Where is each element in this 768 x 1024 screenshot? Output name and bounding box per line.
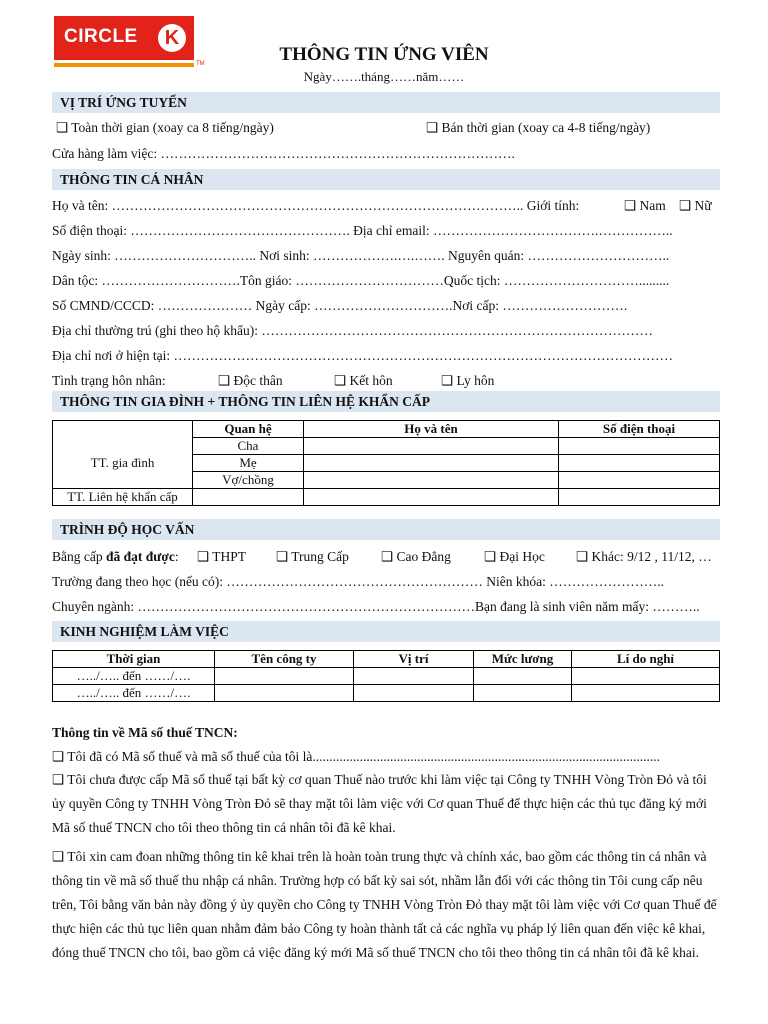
name-field[interactable]: Họ và tên: ……………………………………………………………………………….. Giới tính: <box>52 198 580 213</box>
degree-colon: : <box>174 549 179 564</box>
parttime-checkbox[interactable]: ❑ Bán thời gian (xoay ca 4-8 tiếng/ngày) <box>426 120 651 135</box>
fulltime-checkbox[interactable]: ❑ Toàn thời gian (xoay ca 8 tiếng/ngày) <box>56 120 274 135</box>
section-heading: THÔNG TIN GIA ĐÌNH + THÔNG TIN LIÊN HỆ KHẨN CẤP <box>60 394 431 409</box>
column-header: Họ và tên <box>304 421 559 438</box>
fullname-cell[interactable] <box>304 438 559 455</box>
marital-label: Tình trạng hôn nhân: <box>52 373 166 388</box>
marital-divorced-checkbox[interactable]: ❑ Ly hôn <box>441 373 495 388</box>
tax-heading: Thông tin về Mã số thuế TNCN: <box>52 725 238 740</box>
table-row <box>53 668 720 685</box>
store-field[interactable]: Cửa hàng làm việc: ……………………………………………………………………. <box>52 146 515 161</box>
degree-caodang-checkbox[interactable]: ❑ Cao Đẳng <box>381 549 451 564</box>
logo-text: CIRCLE <box>64 26 138 47</box>
table-row <box>53 438 720 455</box>
degree-daihoc-checkbox[interactable]: ❑ Đại Học <box>484 549 545 564</box>
section-personal-header <box>52 169 720 190</box>
column-header: Tên công ty <box>215 651 354 668</box>
position-cell[interactable] <box>354 668 474 685</box>
fullname-cell[interactable] <box>304 489 559 506</box>
phone-cell[interactable] <box>559 472 720 489</box>
degree-label-text: Bằng cấp <box>52 549 103 564</box>
relation-cell: Cha <box>193 438 304 455</box>
section-position-header <box>52 92 720 113</box>
section-family-header <box>52 391 720 412</box>
family-group-label: TT. gia đình <box>53 438 193 489</box>
fullname-cell[interactable] <box>304 455 559 472</box>
column-header: Thời gian <box>53 651 215 668</box>
company-cell[interactable] <box>215 685 354 702</box>
gender-female-checkbox[interactable]: ❑ Nữ <box>679 198 712 213</box>
reason-cell[interactable] <box>572 685 720 702</box>
column-header: Lí do nghỉ <box>572 651 720 668</box>
date-line[interactable]: Ngày…….tháng……năm…… <box>303 69 465 84</box>
emergency-group-label: TT. Liên hệ khẩn cấp <box>53 489 193 506</box>
degree-trungcap-checkbox[interactable]: ❑ Trung Cấp <box>276 549 349 564</box>
marital-married-checkbox[interactable]: ❑ Kết hôn <box>334 373 393 388</box>
degree-label <box>52 549 179 565</box>
reason-cell[interactable] <box>572 668 720 685</box>
degree-other-checkbox[interactable]: ❑ Khác: 9/12 , 11/12, … <box>576 549 712 564</box>
salary-cell[interactable] <box>474 685 572 702</box>
table-row <box>53 685 720 702</box>
phone-cell[interactable] <box>559 438 720 455</box>
section-heading: THÔNG TIN CÁ NHÂN <box>60 172 204 187</box>
degree-label-bold: đã đạt được <box>105 549 175 564</box>
company-cell[interactable] <box>215 668 354 685</box>
column-header: Vị trí <box>354 651 474 668</box>
table-row <box>53 489 720 506</box>
major-field[interactable]: Chuyên ngành: …………………………………………………………………Bạn đang là sinh viên năm mấy: ……….. <box>52 599 700 614</box>
commitment-paragraph[interactable]: ❑ Tôi xin cam đoan những thông tin kê khai trên là hoàn toàn trung thực và chính xác, bao gồm các thông tin cá nhân và thông tin về mã số thuế thu nhập cá nhân. Trường hợp có bất kỳ sai sót, nhầm lẫn đối với các thông tin Tôi cung cấp nêu trên, Tôi bằng văn bản này đồng ý ủy quyền cho Công ty TNHH Vòng Tròn Đỏ thay mặt tôi làm việc với Cơ quan Thuế để thực hiện các thủ tục liên quan nhằm đảm bảo Công ty hoàn thành tất cả các nghĩa vụ pháp lý liên quan đến việc kê khai, đóng thuế TNCN cho tôi, bao gồm cả việc đăng ký mới Mã số thuế TNCN cho tôi theo thông tin cá nhân tôi đã kê khai. <box>52 849 717 960</box>
page-title: THÔNG TIN ỨNG VIÊN <box>279 44 489 65</box>
phone-email-field[interactable]: Số điện thoại: …………………………………………. Địa chỉ email: ……………………………….…………….. <box>52 223 673 238</box>
salary-cell[interactable] <box>474 668 572 685</box>
table-header-row <box>53 651 720 668</box>
table-cell <box>53 421 193 438</box>
section-experience-header <box>52 621 720 642</box>
section-heading: TRÌNH ĐỘ HỌC VẤN <box>60 522 195 537</box>
idcard-field[interactable]: Số CMND/CCCD: ………………… Ngày cấp: ………………………….Nơi cấp: ………………………. <box>52 298 628 313</box>
relation-cell: Vợ/chồng <box>193 472 304 489</box>
column-header: Quan hệ <box>193 421 304 438</box>
logo-k-icon: K <box>158 24 186 52</box>
fullname-cell[interactable] <box>304 472 559 489</box>
relation-cell: Mẹ <box>193 455 304 472</box>
section-education-header <box>52 519 720 540</box>
position-cell[interactable] <box>354 685 474 702</box>
relation-cell[interactable] <box>193 489 304 506</box>
tax-option-has-code[interactable]: ❑ Tôi đã có Mã số thuế và mã số thuế của tôi là....................................................................................................... <box>52 749 661 764</box>
degree-thpt-checkbox[interactable]: ❑ THPT <box>197 549 246 564</box>
table-header-row <box>53 421 720 438</box>
logo-tm: TM <box>196 61 205 67</box>
phone-cell[interactable] <box>559 455 720 472</box>
permanent-address-field[interactable]: Địa chỉ thường trú (ghi theo hộ khẩu): …………………………………………………………………………… <box>52 323 653 338</box>
school-field[interactable]: Trường đang theo học (nếu có): ………………………………………………… Niên khóa: …………………….. <box>52 574 665 589</box>
column-header: Mức lương <box>474 651 572 668</box>
birth-field[interactable]: Ngày sinh: ………………………….. Nơi sinh: ……………….….……. Nguyên quán: ………………………….. <box>52 248 670 263</box>
column-header: Số điện thoại <box>559 421 720 438</box>
time-cell[interactable]: …../….. đến ……/…. <box>53 685 215 702</box>
phone-cell[interactable] <box>559 489 720 506</box>
ethnic-field[interactable]: Dân tộc: ………………………….Tôn giáo: ……………………………Quốc tịch: …………………………......... <box>52 273 670 288</box>
current-address-field[interactable]: Địa chỉ nơi ở hiện tại: ………………………………………………………………………………………………… <box>52 348 673 363</box>
marital-single-checkbox[interactable]: ❑ Độc thân <box>218 373 283 388</box>
family-table <box>52 420 720 506</box>
section-heading: VỊ TRÍ ỨNG TUYỂN <box>60 95 187 110</box>
time-cell[interactable]: …../….. đến ……/…. <box>53 668 215 685</box>
gender-male-checkbox[interactable]: ❑ Nam <box>624 198 666 213</box>
section-heading: KINH NGHIỆM LÀM VIỆC <box>60 624 229 639</box>
tax-option-no-code[interactable]: ❑ Tôi chưa được cấp Mã số thuế tại bất kỳ cơ quan Thuế nào trước khi làm việc tại Công ty TNHH Vòng Tròn Đỏ và tôi ủy quyền Công ty TNHH Vòng Tròn Đỏ sẽ thay mặt tôi làm việc với Cơ quan Thuế để thực hiện các thủ tục đăng ký mới Mã số thuế TNCN cho tôi theo thông tin cá nhân tôi đã kê khai. <box>52 772 707 835</box>
experience-table <box>52 650 720 702</box>
